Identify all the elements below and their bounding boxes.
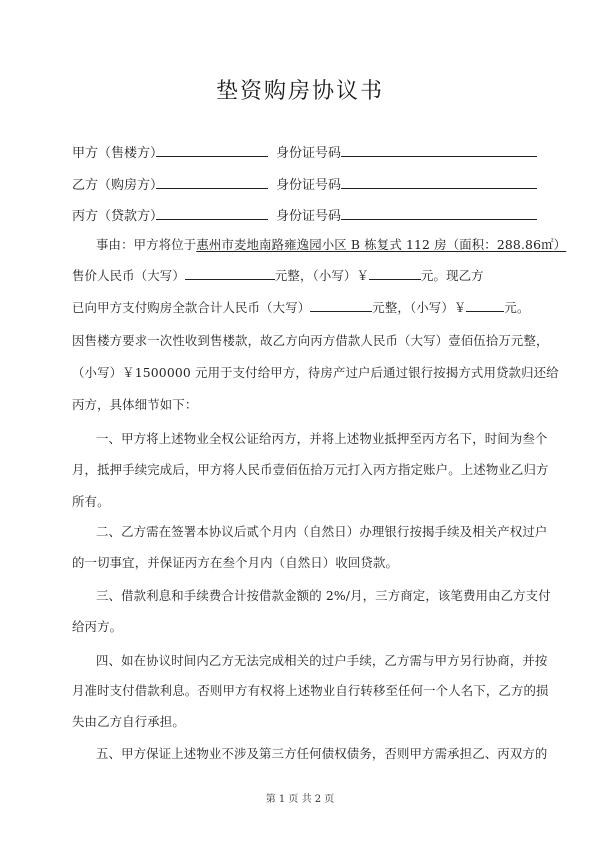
clause-1-line: 所有。 [72, 494, 110, 509]
clause-4-line: 失由乙方自行承担。 [72, 714, 185, 729]
body-text: 已向甲方支付购房全款合计人民币（大写） [72, 300, 311, 315]
cause-label: 事由：甲方将位于 [96, 237, 197, 252]
page-number: 第 1 页 共 2 页 [265, 794, 335, 805]
body-text: 元。现乙方 [421, 268, 484, 283]
body-line [72, 265, 532, 287]
party-line-seller [72, 142, 537, 162]
body-line: 因售楼方要求一次性收到售楼款，故乙方向丙方借款人民币（大写）壹佰伍拾万元整， [72, 333, 549, 348]
party-line-lender [72, 205, 537, 225]
party-line-buyer [72, 174, 537, 194]
clause-2-line: 的一切事宜，并保证丙方在叁个月内（自然日）收回贷款。 [72, 555, 399, 570]
id-label: 身份证号码 [276, 178, 342, 193]
body-line [72, 234, 567, 256]
body-text: 元整，（小写）￥ [274, 268, 369, 283]
paid-uppercase-blank [310, 297, 372, 312]
name-blank [156, 174, 268, 189]
id-number-blank [341, 142, 537, 157]
body-line [72, 297, 532, 319]
price-uppercase-blank [185, 265, 275, 280]
clause-1-line: 一、甲方将上述物业全权公证给丙方，并将上述物业抵押至丙方名下，时间为叁个 [96, 431, 548, 446]
clause-1-line: 月，抵押手续完成后，甲方将人民币壹佰伍拾万元打入丙方指定账户。上述物业乙归方 [72, 462, 549, 477]
party-role: 乙方（购房方） [72, 178, 164, 193]
document-title: 垫资购房协议书 [215, 79, 384, 104]
clause-5-line: 五、甲方保证上述物业不涉及第三方任何债权债务，否则甲方需承担乙、丙双方的 [96, 746, 548, 761]
clause-2-line: 二、乙方需在签署本协议后贰个月内（自然日）办理银行按揭手续及相关产权过户 [96, 524, 548, 539]
property-address: 惠州市麦地南路雍逸园小区 B 栋复式 112 房（面积：288.86㎡） [196, 237, 567, 252]
body-text: 元。 [504, 300, 530, 315]
id-label: 身份证号码 [276, 146, 342, 161]
id-number-blank [341, 205, 537, 220]
party-role: 甲方（售楼方） [72, 146, 164, 161]
clause-3-line: 给丙方。 [72, 619, 123, 634]
name-blank [156, 142, 268, 157]
clause-3-line: 三、借款利息和手续费合计按借款金额的 2%/月，三方商定，该笔费用由乙方支付 [96, 588, 551, 603]
body-text: 元整，（小写）￥ [372, 300, 467, 315]
body-line: 丙方，具体细节如下： [72, 397, 198, 412]
paid-lowercase-blank [466, 297, 504, 312]
id-label: 身份证号码 [276, 209, 342, 224]
name-blank [156, 205, 268, 220]
body-line: （小写）￥1500000 元用于支付给甲方，待房产过户后通过银行按揭方式用贷款归还给 [72, 365, 559, 380]
party-role: 丙方（贷款方） [72, 209, 164, 224]
id-number-blank [341, 174, 537, 189]
body-text: 售价人民币（大写） [72, 268, 185, 283]
clause-4-line: 四、如在协议时间内乙方无法完成相关的过户手续，乙方需与甲方另行协商，并按 [96, 653, 548, 668]
clause-4-line: 月准时支付借款利息。否则甲方有权将上述物业自行转移至任何一个人名下，乙方的损 [72, 683, 549, 698]
price-lowercase-blank [369, 265, 421, 280]
